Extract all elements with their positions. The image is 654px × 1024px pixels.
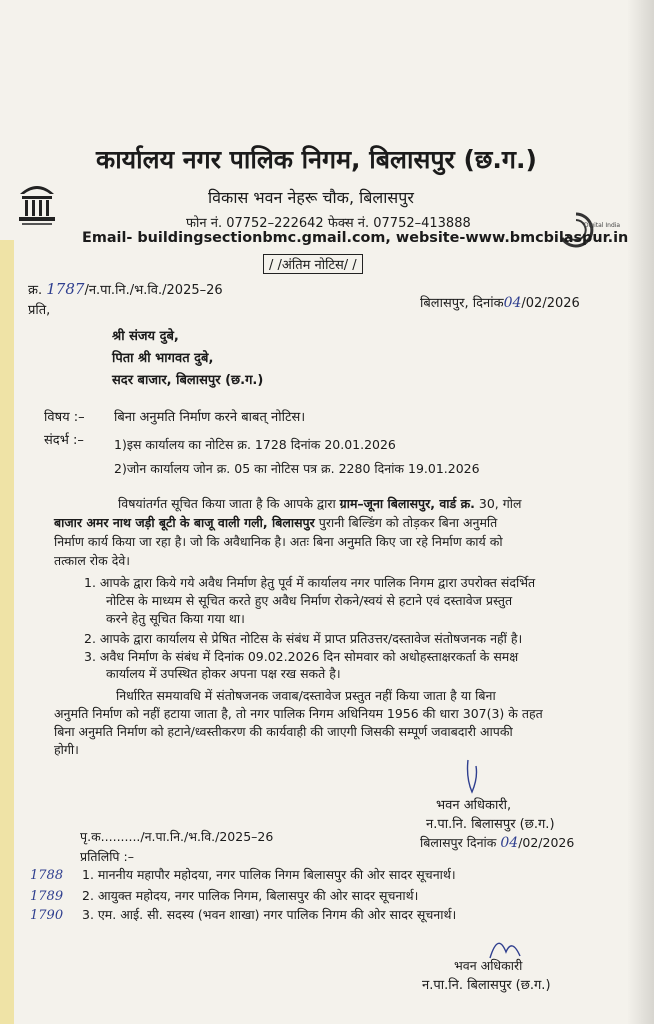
copy-item-text: 2. आयुक्त महोदय, नगर पालिक निगम, बिलासपुर की ओर सादर सूचनार्थ। xyxy=(82,888,419,903)
body2-line-4: होगी। xyxy=(54,742,79,757)
page-shadow xyxy=(628,0,654,1024)
body-line-1 xyxy=(118,495,522,512)
copy-number-handwritten: 1789 xyxy=(30,889,64,904)
signatory-date-day-handwritten: 04 xyxy=(500,835,519,851)
date-day-handwritten: 04 xyxy=(503,295,522,311)
copy-item-text: 1. माननीय महापौर महोदया, नगर पालिक निगम बिलासपुर की ओर सादर सूचनार्थ। xyxy=(82,867,456,882)
signatory-date-prefix: बिलासपुर दिनांक xyxy=(420,835,497,850)
list-item-1-line-1: 1. आपके द्वारा किये गये अवैध निर्माण हेतु पूर्व में कार्यालय नगर पालिक निगम द्वारा उपरोक्त संदर्भित xyxy=(84,575,536,590)
prati-label: प्रति, xyxy=(28,303,51,318)
recipient-father: पिता श्री भागवत दुबे, xyxy=(112,351,214,366)
final-notice-heading: / /अंतिम नोटिस/ / xyxy=(263,254,363,274)
date-rest: /02/2026 xyxy=(521,296,580,311)
body2-line-1: निर्धारित समयावधि में संतोषजनक जवाब/दस्तावेज प्रस्तुत नहीं किया जाता है या बिना xyxy=(116,688,496,703)
signatory-date-rest: /02/2026 xyxy=(518,835,575,850)
email-website-line: Email- buildingsectionbmc.gmail.com, website-www.bmcbilaspur.in xyxy=(82,230,629,246)
reference-label: संदर्भ :– xyxy=(44,433,84,448)
copy-item-3 xyxy=(30,906,456,923)
list-item-3-line-1: 3. अवैध निर्माण के संबंध में दिनांक 09.02.2026 दिन सोमवार को अधोहस्ताक्षरकर्ता के समक्ष xyxy=(84,649,519,664)
recipient-address: सदर बाजार, बिलासपुर (छ.ग.) xyxy=(112,373,264,388)
body-text: विषयांतर्गत सूचित किया जाता है कि आपके द्वारा xyxy=(118,496,336,511)
copy-number-handwritten: 1788 xyxy=(30,868,64,883)
copy-item-1 xyxy=(30,866,456,883)
ref-number-handwritten: 1787 xyxy=(46,280,85,298)
signatory-title: भवन अधिकारी, xyxy=(436,798,512,813)
body-line-3: निर्माण कार्य किया जा रहा है। जो कि अवैधानिक है। अतः बिना अनुमति किए जा रहे निर्माण कार्य को xyxy=(54,534,503,549)
list-item-1-line-3: करने हेतु सूचित किया गया था। xyxy=(106,611,245,626)
body-text: 30, गोल xyxy=(478,496,522,511)
ref-suffix: /न.पा.नि./भ.वि./2025–26 xyxy=(84,283,223,298)
body-text: पुरानी बिल्डिंग को तोड़कर बिना अनुमति xyxy=(318,515,498,530)
list-item-3-line-2: कार्यालय में उपस्थित होकर अपना पक्ष रख सकते है। xyxy=(106,666,341,681)
issue-date xyxy=(420,293,580,311)
office-title: कार्यालय नगर पालिक निगम, बिलासपुर (छ.ग.) xyxy=(96,145,537,174)
reference-line xyxy=(28,280,223,298)
body-line-2 xyxy=(54,514,497,531)
copy-item-2 xyxy=(30,887,418,904)
signature-icon xyxy=(448,758,508,798)
office-phone: फोन नं. 07752–222642 फेक्स नं. 07752–413888 xyxy=(186,216,471,231)
body2-line-2: अनुमति निर्माण को नहीं हटाया जाता है, तो नगर पालिक निगम अधिनियम 1956 की धारा 307(3) के तहत xyxy=(54,706,543,721)
body-bold-location: ग्राम–जूना बिलासपुर, वार्ड क्र. xyxy=(339,496,475,511)
subject-label: विषय :– xyxy=(44,410,85,425)
body-line-4: तत्काल रोक देवे। xyxy=(54,553,131,568)
municipal-emblem-icon xyxy=(14,176,60,228)
signatory2-org: न.पा.नि. बिलासपुर (छ.ग.) xyxy=(422,978,551,993)
reference-2: 2)जोन कार्यालय जोन क्र. 05 का नोटिस पत्र क्र. 2280 दिनांक 19.01.2026 xyxy=(114,461,480,476)
signatory2-title: भवन अधिकारी xyxy=(454,958,523,973)
copy-item-text: 3. एम. आई. सी. सदस्य (भवन शाखा) नगर पालिक निगम की ओर सादर सूचनार्थ। xyxy=(82,907,457,922)
body-bold-location: बाजार अमर नाथ जड़ी बूटी के बाजू वाली गली, बिलासपुर xyxy=(54,515,315,530)
body2-line-3: बिना अनुमति निर्माण को हटाने/ध्वस्तीकरण की कार्यवाही की जाएगी जिसकी सम्पूर्ण जवाबदारी आपकी xyxy=(54,724,513,739)
signatory-date xyxy=(420,834,574,851)
office-address: विकास भवन नेहरू चौक, बिलासपुर xyxy=(208,188,414,207)
signatory-org: न.पा.नि. बिलासपुर (छ.ग.) xyxy=(426,817,555,832)
copy-label: प्रतिलिपि :– xyxy=(80,849,134,864)
copy-reference: पृ.क........../न.पा.नि./भ.वि./2025–26 xyxy=(80,829,274,844)
folder-edge xyxy=(0,240,14,1024)
recipient-name: श्री संजय दुबे, xyxy=(112,329,179,344)
digital-india-text: Digital India xyxy=(584,222,621,229)
reference-1: 1)इस कार्यालय का नोटिस क्र. 1728 दिनांक 20.01.2026 xyxy=(114,437,396,452)
copy-number-handwritten: 1790 xyxy=(30,908,64,923)
place-date-prefix: बिलासपुर, दिनांक xyxy=(420,296,504,311)
list-item-2: 2. आपके द्वारा कार्यालय से प्रेषित नोटिस के संबंध में प्राप्त प्रतिउत्तर/दस्तावेज संतोषजनक नहीं है। xyxy=(84,631,523,646)
ref-prefix: क्र. xyxy=(28,283,43,298)
subject-text: बिना अनुमति निर्माण करने बाबत् नोटिस। xyxy=(114,410,306,425)
list-item-1-line-2: नोटिस के माध्यम से सूचित करते हुए अवैध निर्माण रोकने/स्वयं से हटाने एवं दस्तावेज प्रस्तुत xyxy=(106,593,513,608)
